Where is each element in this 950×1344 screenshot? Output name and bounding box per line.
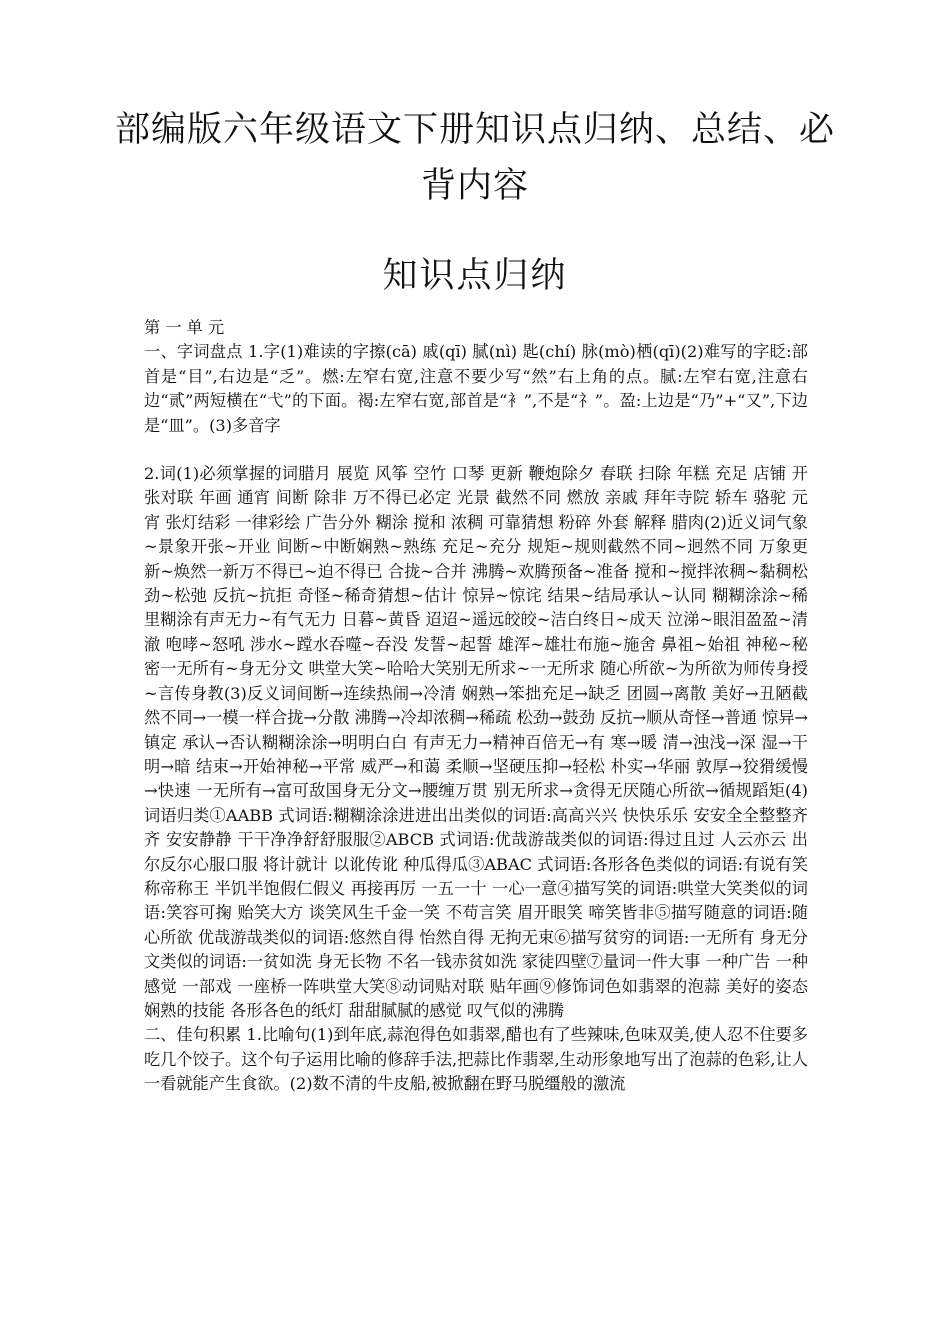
- unit-label: 第 一 单 元: [144, 318, 225, 337]
- paragraph-vocabulary-words: 2.词(1)必须掌握的词腊月 展览 风筝 空竹 口琴 更新 鞭炮除夕 春联 扫除 年糕 充足 店铺 开张对联 年画 通宵 间断 除非 万不得已必定 光景 截然不同 燃放 亲戚 拜年寺院 轿车 骆驼 元宵 张灯结彩 一律彩绘 广告分外 糊涂 搅和 浓稠 可靠猜想 粉碎 外套 解释 腊肉(2)近义词气象~景象开张~开业 间断~中断娴熟~熟练 充足~充分 规矩~规则截然不同~迥然不同 万象更新~焕然一新万不得已~迫不得已 合拢~合并 沸腾~欢腾预备~准备 搅和~搅拌浓稠~黏稠松劲~松弛 反抗~抗拒 奇怪~稀奇猜想~估计 惊异~惊诧 结果~结局承认~认同 糊糊涂涂~稀里糊涂有声无力~有气无力 日暮~黄昏 迢迢~遥远皎皎~洁白终日~成天 泣涕~眼泪盈盈~清澈 咆哮~怒吼 涉水~蹚水吞噬~吞没 发誓~起誓 雄浑~雄壮布施~施舍 鼻祖~始祖 神秘~秘密一无所有~身无分文 哄堂大笑~哈哈大笑别无所求~一无所求 随心所欲~为所欲为师传身授~言传身教(3)反义词间断→连续热闹→冷清 娴熟→笨拙充足→缺乏 团圆→离散 美好→丑陋截然不同→一模一样合拢→分散 沸腾→冷却浓稠→稀疏 松劲→鼓劲 反抗→顺从奇怪→普通 惊异→镇定 承认→否认糊糊涂涂→明明白白 有声无力→精神百倍无→有 寒→暖 清→浊浅→深 湿→干 明→暗 结束→开始神秘→平常 威严→和蔼 柔顺→坚硬压抑→轻松 朴实→华丽 敦厚→狡猾缓慢→快速 一无所有→富可敌国身无分文→腰缠万贯 别无所求→贪得无厌随心所欲→循规蹈矩(4)词语归类①AABB 式词语:糊糊涂涂进进出出类似的词语:高高兴兴 快快乐乐 安安全全整整齐齐 安安静静 干干净净舒舒服服②ABCB 式词语:优哉游哉类似的词语:得过且过 人云亦云 出尔反尔心服口服 将计就计 以讹传讹 种瓜得瓜③ABAC 式词语:各形各色类似的词语:有说有笑称帝称王 半饥半饱假仁假义 再接再厉 一五一十 一心一意④描写笑的词语:哄堂大笑类似的词语:笑容可掬 贻笑大方 谈笑风生千金一笑 不苟言笑 眉开眼笑 啼笑皆非⑤描写随意的词语:随心所欲 优哉游哉类似的词语:悠然自得 怡然自得 无拘无束⑥描写贫穷的词语:一无所有 身无分文类似的词语:一贫如洗 身无长物 不名一钱赤贫如洗 家徒四壁⑦量词一件大事 一种广告 一种感觉 一部戏 一座桥一阵哄堂大笑⑧动词贴对联 贴年画⑨修饰词色如翡翠的泡蒜 美好的姿态 娴熟的技能 各形各色的纸灯 甜甜腻腻的感觉 叹气似的沸腾: [144, 464, 808, 1020]
- document-body: [144, 316, 808, 1097]
- section-title: 知识点归纳: [382, 256, 568, 296]
- paragraph-vocabulary-characters: 一、字词盘点 1.字(1)难读的字擦(cā) 戚(qī) 腻(nì) 匙(chí) 脉(mò)栖(qī)(2)难写的字眨:部首是“目”,右边是“乏”。燃:左窄右宽,注意不要少写“然”右上角的点。腻:左窄右宽,注意右边“贰”两短横在“弋”的下面。褐:左窄右宽,部首是“衤”,不是“礻”。盈:上边是“乃”+“又”,下边是“皿”。(3)多音字: [144, 342, 808, 435]
- document-title: 部编版六年级语文下册知识点归纳、总结、必背内容: [114, 110, 835, 206]
- paragraph-sentences: 二、佳句积累 1.比喻句(1)到年底,蒜泡得色如翡翠,醋也有了些辣味,色味双美,使人忍不住要多吃几个饺子。这个句子运用比喻的修辞手法,把蒜比作翡翠,生动形象地写出了泡蒜的色彩,让人一看就能产生食欲。(2)数不清的牛皮船,被掀翻在野马脱缰般的激流: [144, 1025, 808, 1094]
